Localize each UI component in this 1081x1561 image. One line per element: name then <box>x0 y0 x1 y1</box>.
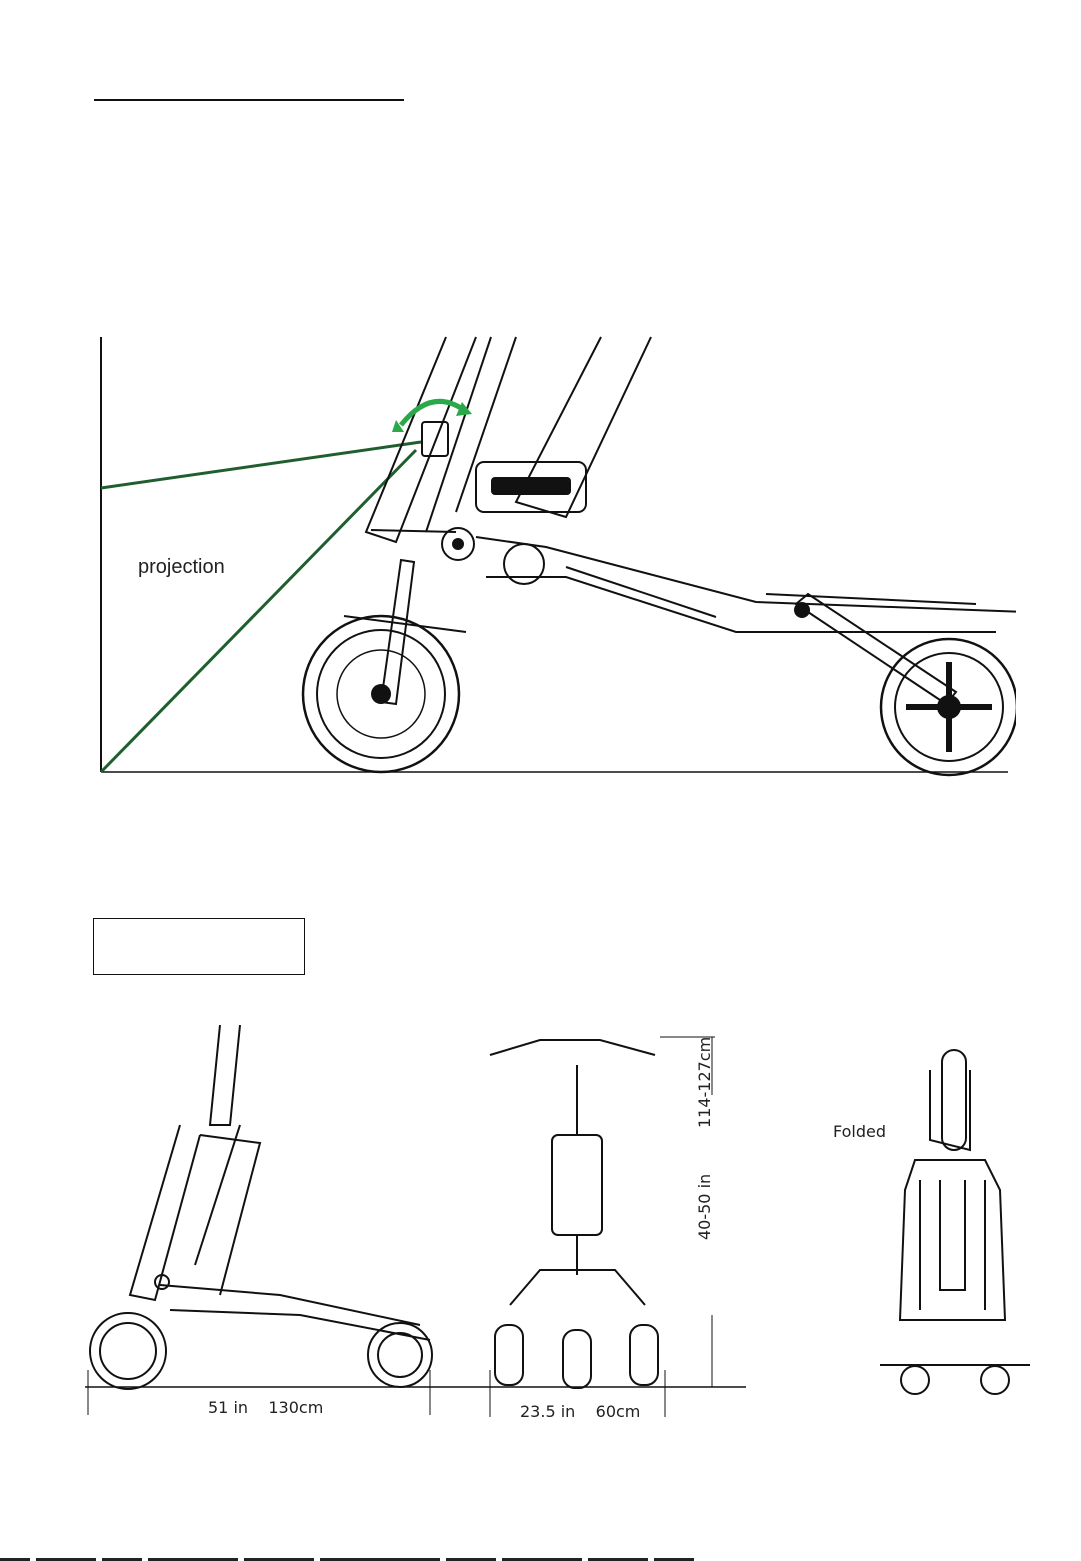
projection-diagram <box>96 332 1016 782</box>
folded-label: Folded <box>833 1122 887 1141</box>
dimension-diagram <box>70 1025 770 1425</box>
front-wheel <box>303 616 459 772</box>
truncated-text-line <box>0 1548 1081 1561</box>
latch-block <box>422 422 448 456</box>
length-dimension-label: 51 in 130cm <box>208 1398 324 1417</box>
front-view-scooter <box>490 1040 658 1388</box>
width-dimension-label: 23.5 in 60cm <box>520 1402 641 1421</box>
folded-view-scooter <box>820 1040 1050 1400</box>
projection-label: projection <box>138 556 225 578</box>
caption-box <box>93 918 305 975</box>
projection-line-upper <box>101 442 421 488</box>
rear-swingarm <box>796 594 956 704</box>
rear-wheel <box>881 639 1016 775</box>
side-view-scooter <box>90 1025 432 1389</box>
height-in-label: 40-50 in <box>695 1173 714 1240</box>
height-cm-label: 114-127cm <box>695 1036 714 1128</box>
section-title-underline <box>94 99 404 101</box>
projection-line-lower <box>101 450 416 772</box>
deck <box>476 537 1016 632</box>
